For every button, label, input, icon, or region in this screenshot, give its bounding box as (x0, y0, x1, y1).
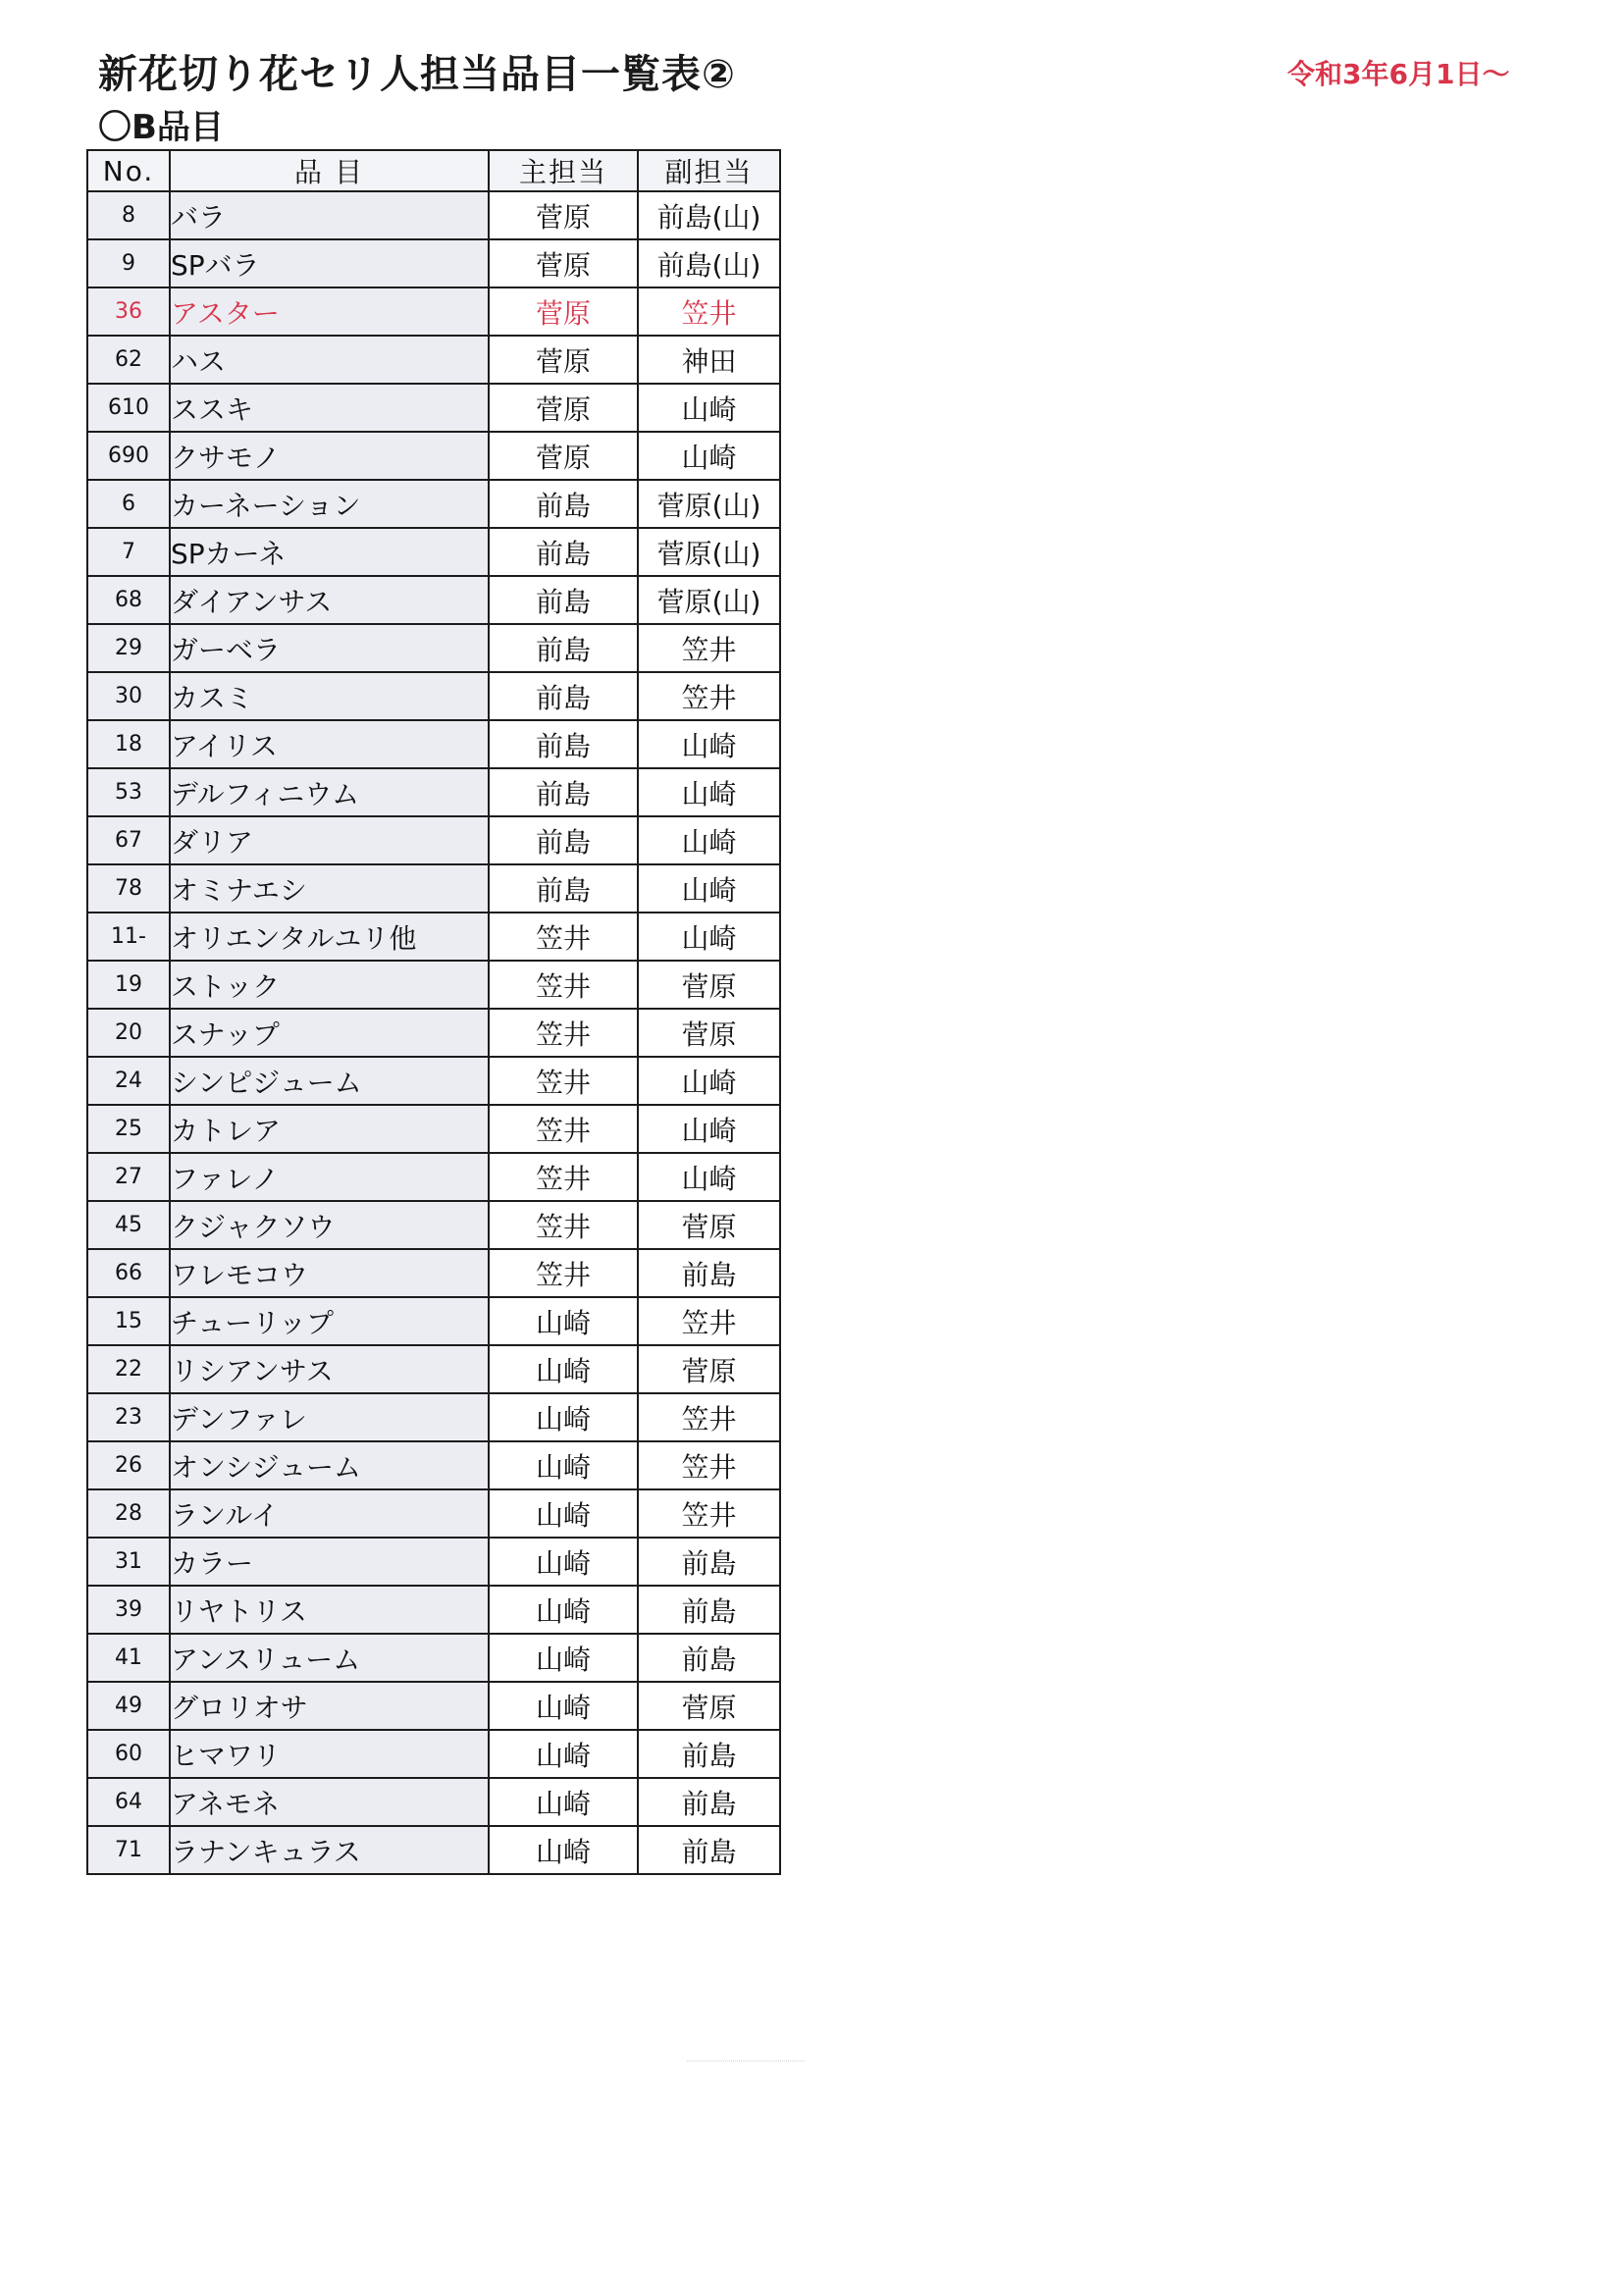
row-number: 15 (87, 1297, 170, 1345)
row-number: 9 (87, 239, 170, 287)
table-row (87, 576, 780, 624)
row-main-staff: 前島 (489, 816, 638, 864)
row-number: 30 (87, 672, 170, 720)
row-main-staff: 山崎 (489, 1393, 638, 1441)
row-number: 36 (87, 287, 170, 336)
row-main-staff: 山崎 (489, 1634, 638, 1682)
row-main-staff: 菅原 (489, 191, 638, 239)
row-sub-staff: 笠井 (638, 672, 780, 720)
row-sub-staff: 山崎 (638, 432, 780, 480)
row-item-name: SPバラ (170, 239, 489, 287)
row-item-name: ダイアンサス (170, 576, 489, 624)
table-row (87, 1105, 780, 1153)
row-main-staff: 山崎 (489, 1441, 638, 1489)
row-sub-staff: 山崎 (638, 384, 780, 432)
row-main-staff: 菅原 (489, 336, 638, 384)
row-main-staff: 山崎 (489, 1586, 638, 1634)
row-number: 66 (87, 1249, 170, 1297)
section-subtitle: 〇B品目 (98, 108, 224, 147)
row-main-staff: 笠井 (489, 1201, 638, 1249)
table-row (87, 864, 780, 913)
row-sub-staff: 山崎 (638, 1105, 780, 1153)
row-sub-staff: 前島 (638, 1778, 780, 1826)
row-item-name: チューリップ (170, 1297, 489, 1345)
row-main-staff: 前島 (489, 720, 638, 768)
row-sub-staff: 前島 (638, 1634, 780, 1682)
header-item: 品 目 (170, 150, 489, 191)
row-number: 690 (87, 432, 170, 480)
row-item-name: ハス (170, 336, 489, 384)
table-row (87, 384, 780, 432)
row-sub-staff: 菅原(山) (638, 480, 780, 528)
row-item-name: リヤトリス (170, 1586, 489, 1634)
header-main-staff: 主担当 (489, 150, 638, 191)
row-sub-staff: 菅原(山) (638, 528, 780, 576)
row-main-staff: 笠井 (489, 1009, 638, 1057)
table-row (87, 768, 780, 816)
row-item-name: オンシジューム (170, 1441, 489, 1489)
row-number: 60 (87, 1730, 170, 1778)
row-number: 8 (87, 191, 170, 239)
row-number: 68 (87, 576, 170, 624)
row-number: 62 (87, 336, 170, 384)
row-number: 64 (87, 1778, 170, 1826)
row-main-staff: 山崎 (489, 1730, 638, 1778)
table-header-row (87, 150, 780, 191)
row-number: 26 (87, 1441, 170, 1489)
table-row (87, 432, 780, 480)
row-item-name: アンスリューム (170, 1634, 489, 1682)
row-item-name: オリエンタルユリ他 (170, 913, 489, 961)
row-main-staff: 前島 (489, 624, 638, 672)
row-item-name: カラー (170, 1538, 489, 1586)
table-row (87, 1489, 780, 1538)
row-main-staff: 前島 (489, 672, 638, 720)
row-item-name: アスター (170, 287, 489, 336)
row-sub-staff: 菅原 (638, 961, 780, 1009)
table-row (87, 1682, 780, 1730)
row-sub-staff: 菅原 (638, 1009, 780, 1057)
row-number: 45 (87, 1201, 170, 1249)
row-item-name: シンピジューム (170, 1057, 489, 1105)
row-item-name: カスミ (170, 672, 489, 720)
table-row (87, 1009, 780, 1057)
row-sub-staff: 山崎 (638, 720, 780, 768)
row-sub-staff: 笠井 (638, 1489, 780, 1538)
row-main-staff: 前島 (489, 480, 638, 528)
row-item-name: クサモノ (170, 432, 489, 480)
row-sub-staff: 前島(山) (638, 239, 780, 287)
scan-artifact (687, 2061, 805, 2069)
row-number: 11- (87, 913, 170, 961)
table-row (87, 720, 780, 768)
row-item-name: SPカーネ (170, 528, 489, 576)
row-item-name: デンファレ (170, 1393, 489, 1441)
row-item-name: アネモネ (170, 1778, 489, 1826)
table-row (87, 1393, 780, 1441)
row-main-staff: 山崎 (489, 1682, 638, 1730)
row-sub-staff: 笠井 (638, 624, 780, 672)
row-number: 49 (87, 1682, 170, 1730)
row-item-name: オミナエシ (170, 864, 489, 913)
row-number: 23 (87, 1393, 170, 1441)
table-row (87, 1201, 780, 1249)
row-main-staff: 前島 (489, 576, 638, 624)
row-item-name: ヒマワリ (170, 1730, 489, 1778)
row-item-name: ワレモコウ (170, 1249, 489, 1297)
row-sub-staff: 神田 (638, 336, 780, 384)
row-item-name: ダリア (170, 816, 489, 864)
row-item-name: ファレノ (170, 1153, 489, 1201)
row-number: 28 (87, 1489, 170, 1538)
row-main-staff: 山崎 (489, 1538, 638, 1586)
row-main-staff: 山崎 (489, 1826, 638, 1874)
row-item-name: デルフィニウム (170, 768, 489, 816)
row-sub-staff: 前島 (638, 1538, 780, 1586)
row-number: 22 (87, 1345, 170, 1393)
row-number: 25 (87, 1105, 170, 1153)
row-number: 24 (87, 1057, 170, 1105)
row-main-staff: 山崎 (489, 1345, 638, 1393)
row-sub-staff: 菅原 (638, 1682, 780, 1730)
row-main-staff: 山崎 (489, 1778, 638, 1826)
row-item-name: ラナンキュラス (170, 1826, 489, 1874)
table-row (87, 961, 780, 1009)
table-row (87, 480, 780, 528)
table-row (87, 1634, 780, 1682)
document-title: 新花切り花セリ人担当品目一覧表② (98, 52, 736, 97)
row-number: 610 (87, 384, 170, 432)
row-sub-staff: 前島 (638, 1730, 780, 1778)
table-row (87, 1297, 780, 1345)
row-item-name: ガーベラ (170, 624, 489, 672)
row-main-staff: 笠井 (489, 961, 638, 1009)
row-item-name: アイリス (170, 720, 489, 768)
row-main-staff: 前島 (489, 864, 638, 913)
row-item-name: リシアンサス (170, 1345, 489, 1393)
row-main-staff: 菅原 (489, 239, 638, 287)
row-main-staff: 前島 (489, 768, 638, 816)
row-number: 29 (87, 624, 170, 672)
row-main-staff: 笠井 (489, 1105, 638, 1153)
header-sub-staff: 副担当 (638, 150, 780, 191)
row-sub-staff: 笠井 (638, 1297, 780, 1345)
table-row (87, 1826, 780, 1874)
row-item-name: クジャクソウ (170, 1201, 489, 1249)
table-row (87, 191, 780, 239)
row-item-name: ストック (170, 961, 489, 1009)
table-row (87, 1730, 780, 1778)
row-item-name: カーネーション (170, 480, 489, 528)
row-number: 31 (87, 1538, 170, 1586)
row-sub-staff: 山崎 (638, 768, 780, 816)
row-main-staff: 笠井 (489, 1153, 638, 1201)
row-item-name: グロリオサ (170, 1682, 489, 1730)
table-row (87, 624, 780, 672)
row-sub-staff: 山崎 (638, 913, 780, 961)
row-main-staff: 笠井 (489, 1057, 638, 1105)
row-sub-staff: 菅原(山) (638, 576, 780, 624)
header-no: No. (87, 150, 170, 191)
table-row (87, 1778, 780, 1826)
row-number: 71 (87, 1826, 170, 1874)
row-sub-staff: 菅原 (638, 1345, 780, 1393)
row-main-staff: 山崎 (489, 1489, 638, 1538)
table-row (87, 336, 780, 384)
row-number: 19 (87, 961, 170, 1009)
row-sub-staff: 笠井 (638, 1393, 780, 1441)
table-row (87, 1345, 780, 1393)
row-main-staff: 菅原 (489, 384, 638, 432)
row-sub-staff: 前島 (638, 1586, 780, 1634)
table-row (87, 672, 780, 720)
row-main-staff: 菅原 (489, 432, 638, 480)
row-item-name: ランルイ (170, 1489, 489, 1538)
effective-date: 令和3年6月1日～ (1287, 58, 1510, 90)
row-sub-staff: 前島 (638, 1826, 780, 1874)
row-number: 6 (87, 480, 170, 528)
table-row (87, 1538, 780, 1586)
row-number: 27 (87, 1153, 170, 1201)
row-main-staff: 笠井 (489, 913, 638, 961)
row-number: 67 (87, 816, 170, 864)
row-main-staff: 菅原 (489, 287, 638, 336)
row-item-name: バラ (170, 191, 489, 239)
row-main-staff: 山崎 (489, 1297, 638, 1345)
table-row (87, 1441, 780, 1489)
row-sub-staff: 笠井 (638, 287, 780, 336)
row-item-name: カトレア (170, 1105, 489, 1153)
table-row (87, 1249, 780, 1297)
table-row (87, 1057, 780, 1105)
table-row (87, 816, 780, 864)
row-number: 53 (87, 768, 170, 816)
row-number: 39 (87, 1586, 170, 1634)
row-main-staff: 前島 (489, 528, 638, 576)
row-item-name: スナップ (170, 1009, 489, 1057)
row-sub-staff: 山崎 (638, 864, 780, 913)
row-number: 20 (87, 1009, 170, 1057)
row-sub-staff: 笠井 (638, 1441, 780, 1489)
row-main-staff: 笠井 (489, 1249, 638, 1297)
row-sub-staff: 山崎 (638, 1153, 780, 1201)
table-row (87, 913, 780, 961)
table-row (87, 287, 780, 336)
row-number: 41 (87, 1634, 170, 1682)
table-row (87, 1153, 780, 1201)
row-number: 18 (87, 720, 170, 768)
table-row (87, 239, 780, 287)
row-sub-staff: 山崎 (638, 1057, 780, 1105)
row-sub-staff: 前島 (638, 1249, 780, 1297)
row-item-name: ススキ (170, 384, 489, 432)
row-sub-staff: 前島(山) (638, 191, 780, 239)
table-row (87, 528, 780, 576)
table-row (87, 1586, 780, 1634)
row-sub-staff: 山崎 (638, 816, 780, 864)
assignment-table (86, 149, 781, 1875)
row-sub-staff: 菅原 (638, 1201, 780, 1249)
row-number: 7 (87, 528, 170, 576)
row-number: 78 (87, 864, 170, 913)
